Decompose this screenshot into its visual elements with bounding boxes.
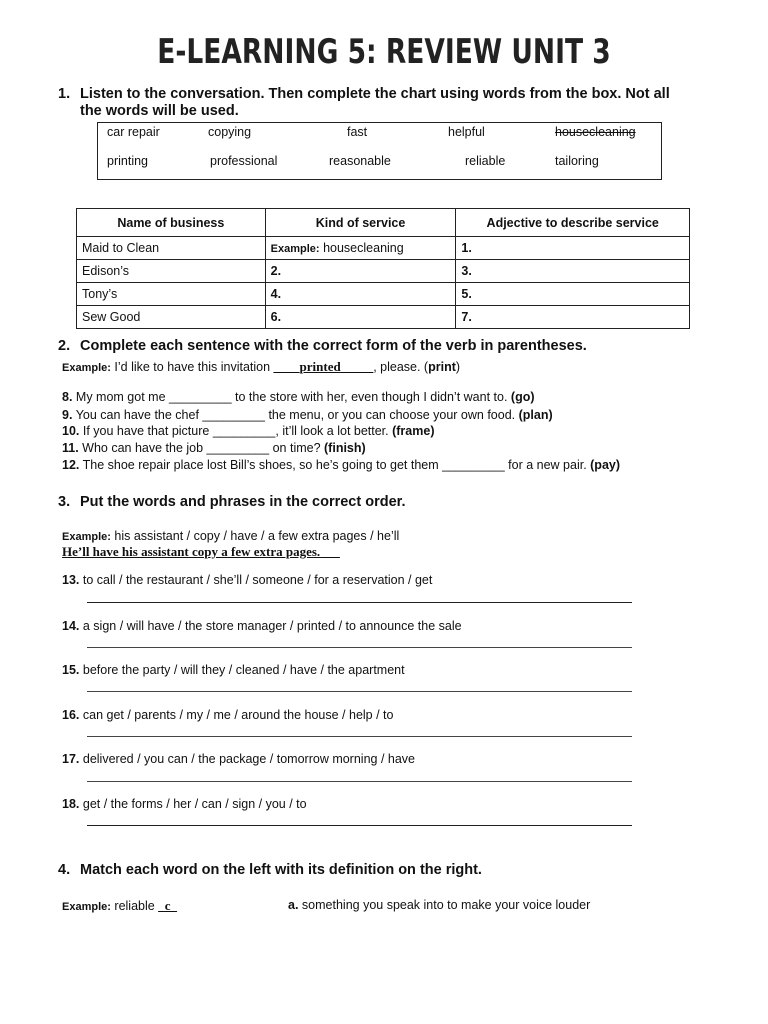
answer-line[interactable]: [87, 647, 632, 648]
sentence-item[interactable]: [62, 458, 620, 472]
item-verb: (frame): [392, 424, 435, 438]
item-verb: (finish): [324, 441, 366, 455]
example-answer-text: He’ll have his assistant copy a few extra pages.: [62, 544, 321, 559]
match-example: [62, 898, 177, 914]
question-1: [58, 86, 758, 122]
adjective-blank[interactable]: 1.: [456, 237, 690, 260]
item-number: 8.: [62, 390, 73, 404]
service-blank[interactable]: 6.: [265, 306, 456, 329]
example-text: his assistant / copy / have / a few extra pages / he’ll: [114, 529, 400, 543]
example-blank: ___: [320, 544, 340, 559]
ordering-item: [62, 573, 432, 587]
word-box: [97, 122, 662, 180]
word-box-item: car repair: [107, 125, 160, 139]
item-text: get / the forms / her / can / sign / you / to: [82, 797, 307, 811]
item-number: 17.: [62, 752, 80, 766]
example-answer: [62, 544, 340, 560]
ordering-item: [62, 752, 415, 766]
item-number: 9.: [62, 408, 73, 422]
example-text: I’d like to have this invitation: [114, 360, 274, 374]
sentence-item[interactable]: [62, 424, 434, 438]
item-number: 18.: [62, 797, 80, 811]
question-3: [58, 494, 758, 512]
word-box-item: tailoring: [555, 154, 599, 168]
word-box-item-used: housecleaning: [555, 125, 636, 139]
adjective-blank[interactable]: 3.: [456, 260, 690, 283]
adjective-blank[interactable]: 5.: [456, 283, 690, 306]
chart-row: [77, 260, 690, 283]
question-text: Listen to the conversation. Then complete the chart using words from the box. Not all: [80, 86, 670, 102]
item-verb: (plan): [518, 408, 553, 422]
word-box-item: professional: [210, 154, 278, 168]
example-blank: _____: [340, 359, 374, 374]
item-text: The shoe repair place lost Bill’s shoes, so he’s going to get them _________ for a new pair.: [82, 458, 591, 472]
answer-line[interactable]: [87, 691, 632, 692]
item-text: My mom got me _________ to the store with her, even though I didn’t want to.: [75, 390, 511, 404]
definition-text: something you speak into to make your voice louder: [301, 898, 591, 912]
example-label: Example:: [270, 243, 320, 255]
sentence-item[interactable]: [62, 390, 535, 404]
example-blank: ____: [273, 359, 300, 374]
item-text: a sign / will have / the store manager / printed / to announce the sale: [82, 619, 462, 633]
word-box-item: reliable: [465, 154, 506, 168]
item-number: 13.: [62, 573, 80, 587]
example-label: Example:: [62, 531, 111, 543]
question-2: [58, 338, 758, 356]
item-number: 16.: [62, 708, 80, 722]
chart-header: Name of business: [77, 209, 266, 237]
word-box-item: helpful: [448, 125, 485, 139]
answer-line[interactable]: [87, 825, 632, 826]
item-verb: (pay): [590, 458, 621, 472]
item-number: 12.: [62, 458, 80, 472]
word-box-item: fast: [347, 125, 368, 139]
example-text: ): [455, 360, 461, 374]
question-number: 2.: [58, 338, 71, 354]
definition-item: [288, 898, 590, 912]
question-text: Put the words and phrases in the correct order.: [80, 494, 406, 510]
chart-header: Kind of service: [265, 209, 456, 237]
example-sentence: [62, 359, 460, 375]
question-text-continued: the words will be used.: [80, 103, 239, 119]
example-label: Example:: [62, 901, 111, 913]
item-text: Who can have the job _________ on time?: [82, 441, 325, 455]
chart-header: Adjective to describe service: [456, 209, 690, 237]
question-number: 3.: [58, 494, 71, 510]
word-box-item: reasonable: [329, 154, 391, 168]
business-name: Edison’s: [77, 260, 266, 283]
example-verb: print: [428, 360, 456, 374]
item-text: before the party / will they / cleaned / have / the apartment: [82, 663, 405, 677]
service-blank[interactable]: 2.: [265, 260, 456, 283]
question-text: Complete each sentence with the correct form of the verb in parentheses.: [80, 338, 587, 354]
item-text: If you have that picture _________, it’ll look a lot better.: [82, 424, 393, 438]
business-chart: [76, 208, 690, 329]
example-label: Example:: [62, 362, 111, 374]
chart-row: [77, 237, 690, 260]
question-text: Match each word on the left with its definition on the right.: [80, 862, 482, 878]
answer-line[interactable]: [87, 602, 632, 603]
ordering-item: [62, 708, 393, 722]
item-number: 11.: [62, 441, 79, 455]
service-blank[interactable]: 4.: [265, 283, 456, 306]
example-word: reliable: [114, 899, 159, 913]
word-box-item: copying: [208, 125, 252, 139]
question-number: 1.: [58, 86, 71, 102]
item-text: to call / the restaurant / she’ll / someone / for a reservation / get: [82, 573, 433, 587]
business-name: Sew Good: [77, 306, 266, 329]
question-4: [58, 862, 758, 880]
chart-row: [77, 283, 690, 306]
item-number: 10.: [62, 424, 80, 438]
business-name: Tony’s: [77, 283, 266, 306]
item-number: 14.: [62, 619, 80, 633]
example-text: , please. (: [373, 360, 429, 374]
item-text: delivered / you can / the package / tomorrow morning / have: [82, 752, 415, 766]
sentence-item[interactable]: [62, 408, 553, 422]
service-cell: [265, 237, 456, 260]
adjective-blank[interactable]: 7.: [456, 306, 690, 329]
chart-header-row: [77, 209, 690, 237]
word-box-item: printing: [107, 154, 148, 168]
question-number: 4.: [58, 862, 71, 878]
ordering-item: [62, 619, 462, 633]
item-text: You can have the chef _________ the menu, or you can choose your own food.: [75, 408, 519, 422]
item-verb: (go): [510, 390, 535, 404]
business-name: Maid to Clean: [77, 237, 266, 260]
chart-row: [77, 306, 690, 329]
item-text: can get / parents / my / me / around the house / help / to: [82, 708, 394, 722]
definition-letter: a.: [288, 898, 299, 912]
answer-line[interactable]: [87, 736, 632, 737]
item-number: 15.: [62, 663, 80, 677]
page-title: E-LEARNING 5: REVIEW UNIT 3: [157, 32, 611, 72]
example-answer: _c_: [158, 898, 177, 913]
example-answer: printed: [299, 359, 341, 374]
service-value: housecleaning: [323, 241, 404, 255]
ordering-item: [62, 663, 405, 677]
sentence-item[interactable]: [62, 441, 366, 455]
example-words: [62, 529, 399, 543]
answer-line[interactable]: [87, 781, 632, 782]
ordering-item: [62, 797, 307, 811]
